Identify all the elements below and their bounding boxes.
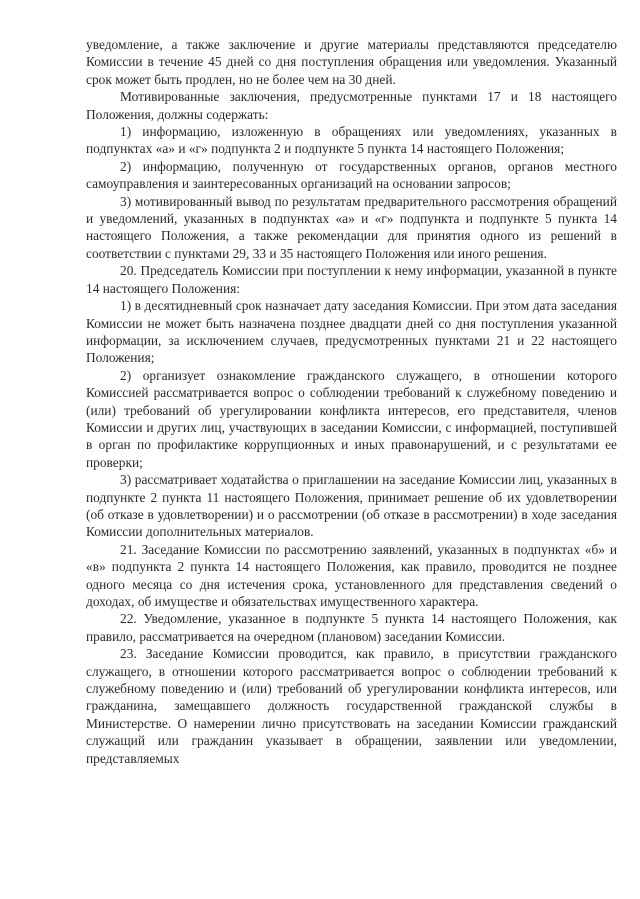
paragraph-continuation: уведомление, а также заключение и другие материалы представляются председателю Комиссии в течение 45 дней со дня поступления обращения или уведомления. Указанный срок может быть продлен, но не более чем на 30 дней.: [86, 37, 617, 87]
list-item-1: 1) информацию, изложенную в обращениях или уведомлениях, указанных в подпунктах «а» и «г» подпункта 2 и подпункте 5 пункта 14 настоящего Положения;: [86, 124, 617, 157]
list-item-20-2: 2) организует ознакомление гражданского служащего, в отношении которого Комиссией рассматривается вопрос о соблюдении требований к служебному поведению и (или) требований об урегулировании конфликта интересов, его представителя, членов Комиссии и других лиц, участвующих в заседании Комиссии, с информацией, поступившей в орган по профилактике коррупционных и иных правонарушений, и с результатами ее проверки;: [86, 367, 617, 470]
paragraph-20: 20. Председатель Комиссии при поступлении к нему информации, указанной в пункте 14 настоящего Положения:: [86, 263, 617, 296]
list-item-20-3: 3) рассматривает ходатайства о приглашении на заседание Комиссии лиц, указанных в подпункте 2 пункта 11 настоящего Положения, принимает решение об их удовлетворении (об отказе в удовлетворении) и о рассмотрении (об отказе в рассмотрении) в ходе заседания Комиссии дополнительных материалов.: [86, 472, 617, 540]
paragraph-22: 22. Уведомление, указанное в подпункте 5 пункта 14 настоящего Положения, как правило, рассматривается на очередном (плановом) заседании Комиссии.: [86, 611, 617, 644]
list-item-2: 2) информацию, полученную от государственных органов, органов местного самоуправления и заинтересованных организаций на основании запросов;: [86, 158, 617, 192]
paragraph-motivated-conclusions: Мотивированные заключения, предусмотренные пунктами 17 и 18 настоящего Положения, должны содержать:: [86, 89, 617, 122]
paragraph-23: 23. Заседание Комиссии проводится, как правило, в присутствии гражданского служащего, в отношении которого рассматривается вопрос о соблюдении требований к служебному поведению и (или) требований об урегулировании конфликта интересов, или гражданина, замещавшего должность государственной гражданской службы в Министерстве. О намерении лично присутствовать на заседании Комиссии гражданский служащий или гражданин указывает в обращении, заявлении или уведомлении, представляемых: [86, 646, 617, 766]
document-page: [86, 36, 617, 767]
list-item-20-1: 1) в десятидневный срок назначает дату заседания Комиссии. При этом дата заседания Комиссии не может быть назначена позднее двадцати дней со дня поступления указанной информации, за исключением случаев, предусмотренных пунктами 21 и 22 настоящего Положения;: [86, 298, 617, 366]
list-item-3: 3) мотивированный вывод по результатам предварительного рассмотрения обращений и уведомлений, указанных в подпунктах «а» и «г» подпункта и подпункте 5 пункта 14 настоящего Положения, а также рекомендации для принятия одного из решений в соответствии с пунктами 29, 33 и 35 настоящего Положения или иного решения.: [86, 193, 617, 261]
paragraph-21: 21. Заседание Комиссии по рассмотрению заявлений, указанных в подпунктах «б» и «в» подпункта 2 пункта 14 настоящего Положения, как правило, проводится не позднее одного месяца со дня истечения срока, установленного для представления сведений о доходах, об имуществе и обязательствах имущественного характера.: [86, 541, 617, 609]
